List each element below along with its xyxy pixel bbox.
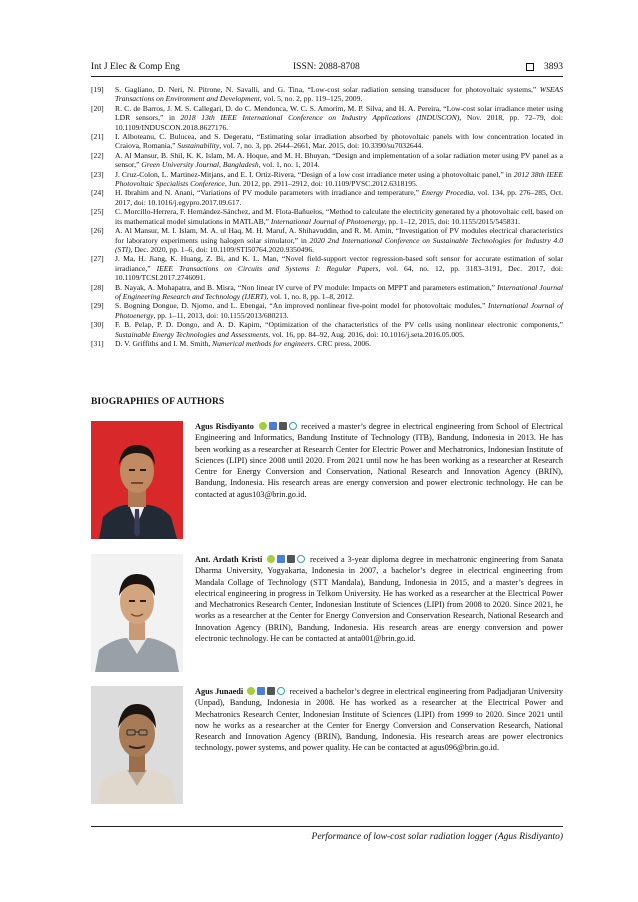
scopus-icon[interactable] [267,687,275,695]
biography-text [195,421,563,500]
page-number-group [526,60,563,74]
reference-number: [23] [91,169,104,179]
author-name: Agus Junaedi [195,687,244,696]
reference-number: [29] [91,301,104,311]
reference-number: [25] [91,207,104,217]
reference-item [91,104,563,132]
reference-item [91,339,563,348]
author-description: received a master’s degree in electrical engineering from School of Electrical Engineering and Informatics, Bandung Institute of Technology (ITB), Bandung, Indonesia in 2013. He has been working as a researcher at Research Center for Electric Power and Mechatronics, Indonesian Institute of Sciences (LIPI) since 2008 until 2020. From 2021 until now he has been working as a researcher at Research Centre for Energy Conversion and Conservation, National Research and Innovation Agency (BRIN), Bandung, Indonesia. His research areas are energy conversion and power electronic technology. He can be contacted at agus103@brin.go.id. [195,422,564,499]
reference-item [91,283,563,302]
reference-text: A. Al Mansur, M. I. Islam, M. A. ul Haq, M. H. Maruf, A. Shihavuddin, and R. M. Amin, “Investigation of PV modules electrical characteristics for laboratory experiments using halogen solar simulator,” in 2020 2nd International Conference on Sustainable Technologies for Industry 4.0 (STI), Dec. 2020, pp. 1–6, doi: 10.1109/STI50764.2020.9350496. [115,226,564,254]
reference-item [91,301,563,320]
orcid-icon[interactable] [259,422,267,430]
google-scholar-icon[interactable] [277,555,285,563]
section-title: BIOGRAPHIES OF AUTHORS [91,397,225,407]
reference-list [91,85,563,348]
footer-rule [91,826,563,827]
profile-icons [247,687,285,695]
reference-text: D. V. Griffiths and I. M. Smith, Numerical methods for engineers. CRC press, 2006. [115,338,371,348]
orcid-icon[interactable] [247,687,255,695]
running-header [91,60,563,74]
reference-text: F. B. Pelap, P. D. Dongo, and A. D. Kapim, “Optimization of the characteristics of the PV cells using nonlinear electronic components,” Sustainable Energy Technologies and Assessments, vol. 16, pp. 84–92, Aug. 2016, doi: 10.1016/j.seta.2016.05.005. [115,320,563,339]
reference-number: [24] [91,188,104,198]
square-icon [526,63,534,71]
reference-text: S. Gagliano, D. Neri, N. Pitrone, N. Savalli, and G. Tina, “Low-cost solar radiation sensing transducer for photovoltaic systems,” WSEAS Transactions on Environment and Development, vol. 5, no. 2, pp. 119–125, 2009. [115,85,563,104]
google-scholar-icon[interactable] [269,422,277,430]
reference-item [91,188,563,207]
scopus-icon[interactable] [279,422,287,430]
reference-text: J. Cruz-Colon, L. Martinez-Mitjans, and E. I. Ortiz-Rivera, “Design of a low cost irradiance meter using a photovoltaic panel,” in 2012 38th IEEE Photovoltaic Specialists Conference, Jun. 2012, pp. 2911–2912, doi: 10.1109/PVSC.2012.6318195. [115,169,563,189]
reference-item [91,170,563,189]
reference-text: R. C. de Barros, J. M. S. Callegari, D. do C. Mendonca, W. C. S. Amorim, M. P. Silva, and H. A. Pereira, “Low-cost solar irradiance meter using LDR sensors,” in 2018 13th IEEE International Conference on Industry Applications (INDUSCON), Nov. 2018, pp. 72–79, doi: 10.1109/INDUSCON.2018.8627176. [115,103,563,132]
reference-item [91,85,563,104]
issn: ISSN: 2088-8708 [293,62,360,72]
reference-text: I. Alboteanu, C. Bulucea, and S. Degeratu, “Estimating solar irradiation absorbed by photovoltaic panels with low concentration located in Craiova, Romania,” Sustainability, vol. 7, no. 3, pp. 2644–2661, Mar. 2015, doi: 10.3390/su7032644. [115,132,563,151]
reference-item [91,320,563,339]
reference-number: [27] [91,254,104,264]
author-photo [91,421,183,539]
reference-text: C. Morcillo-Herrera, F. Hernández-Sánchez, and M. Flota-Bañuelos, “Method to calculate the electricity generated by a photovoltaic cell, based on its mathematical model simulations in MATLAB,” International Journal of Photoenergy, pp. 1–12, 2015, doi: 10.1155/2015/545831. [115,207,563,226]
reference-item [91,226,563,254]
biography-text [195,686,563,754]
reference-text: S. Bogning Dongue, D. Njomo, and L. Ebengai, “An improved nonlinear five-point model for photovoltaic modules,” International Journal of Photoenergy, pp. 1–11, 2013, doi: 10.1155/2013/680213. [115,301,563,320]
reference-item [91,254,563,282]
researchgate-icon[interactable] [289,422,297,430]
orcid-icon[interactable] [267,555,275,563]
profile-icons [259,422,297,430]
author-description: received a bachelor’s degree in electrical engineering from Padjadjaran University (Unpad), Bandung, Indonesia in 2008. He has worked as a researcher at the Electrical Power and Mechatronics Research Center, Indonesian Institute of Sciences (LIPI) from 1999 to 2020. Since 2021 until now he works as a researcher at the Center for Energy Conversion and Conservation Research, National Research and Innovation Agency (BRIN), Bandung, Indonesia. His research areas are power electronics technology, power systems, and power quality. He can be contacted at agus096@brin.go.id. [195,687,563,753]
google-scholar-icon[interactable] [257,687,265,695]
author-name: Agus Risdiyanto [195,422,254,431]
running-footer: Performance of low-cost solar radiation logger (Agus Risdiyanto) [311,832,563,842]
reference-text: A. Al Mansur, B. Shil, K. K. Islam, M. A. Hoque, and M. H. Bhuyan, “Design and implementation of a solar radiation meter using PV panel as a sensor,” Green University Journal, Bangladesh, vol. 1, no. 1, 2014. [115,150,563,170]
author-photo [91,554,183,672]
reference-number: [26] [91,226,104,236]
scopus-icon[interactable] [287,555,295,563]
author-name: Ant. Ardath Kristi [195,555,263,564]
researchgate-icon[interactable] [297,555,305,563]
reference-item [91,207,563,226]
reference-text: H. Ibrahim and N. Anani, “Variations of PV module parameters with irradiance and temperature,” Energy Procedia, vol. 134, pp. 276–285, Oct. 2017, doi: 10.1016/j.egypro.2017.09.617. [115,188,563,207]
reference-number: [22] [91,150,104,160]
reference-text: J. Ma, H. Jiang, K. Huang, Z. Bi, and K. L. Man, “Novel field-support vector regression-based soft sensor for accurate estimation of solar irradiance,” IEEE Transactions on Circuits and Systems I: Regular Papers, vol. 64, no. 12, pp. 3183–3191, Dec. 2017, doi: 10.1109/TCSI.2017.2746091. [115,254,563,283]
reference-number: [21] [91,132,104,142]
reference-item [91,151,563,170]
author-photo [91,686,183,804]
reference-number: [28] [91,282,104,292]
page-number: 3893 [544,62,563,72]
reference-number: [30] [91,320,104,330]
reference-item [91,132,563,151]
reference-number: [31] [91,338,104,348]
reference-number: [19] [91,85,104,94]
reference-text: B. Nayak, A. Mohapatra, and B. Misra, “Non linear IV curve of PV module: Impacts on MPPT and parameters estimation,” International Journal of Engineering Research and Technology (IJERT), vol. 1, no. 8, pp. 1–8, 2012. [115,282,563,301]
author-description: received a 3-year diploma degree in mechatronic engineering from Sanata Dharma University, Yogyakarta, Indonesia in 2007, a bachelor’s degree in electrical engineering from Mandala Collage of Technology (STT Mandala), Bandung, Indonesia in 2015, and a master’s degrees in electrical engineering in progress in Telkom University. He has worked as a researcher at the Electrical Power and Mechatronics Research Center, Indonesian Institute of Sciences (LIPI) from 2008 to 2020. Since 2021, he works as a researcher at the Center for Energy Conversion and Conservation Research, National Research and Innovation Agency (BRIN), Bandung, Indonesia. His research areas are energy conversion and power electronic technology. He can be contacted at anta001@brin.go.id. [195,555,563,644]
researchgate-icon[interactable] [277,687,285,695]
profile-icons [267,555,305,563]
biography-text [195,554,563,644]
reference-number: [20] [91,103,104,113]
header-rule [91,76,563,77]
journal-name: Int J Elec & Comp Eng [91,62,180,72]
